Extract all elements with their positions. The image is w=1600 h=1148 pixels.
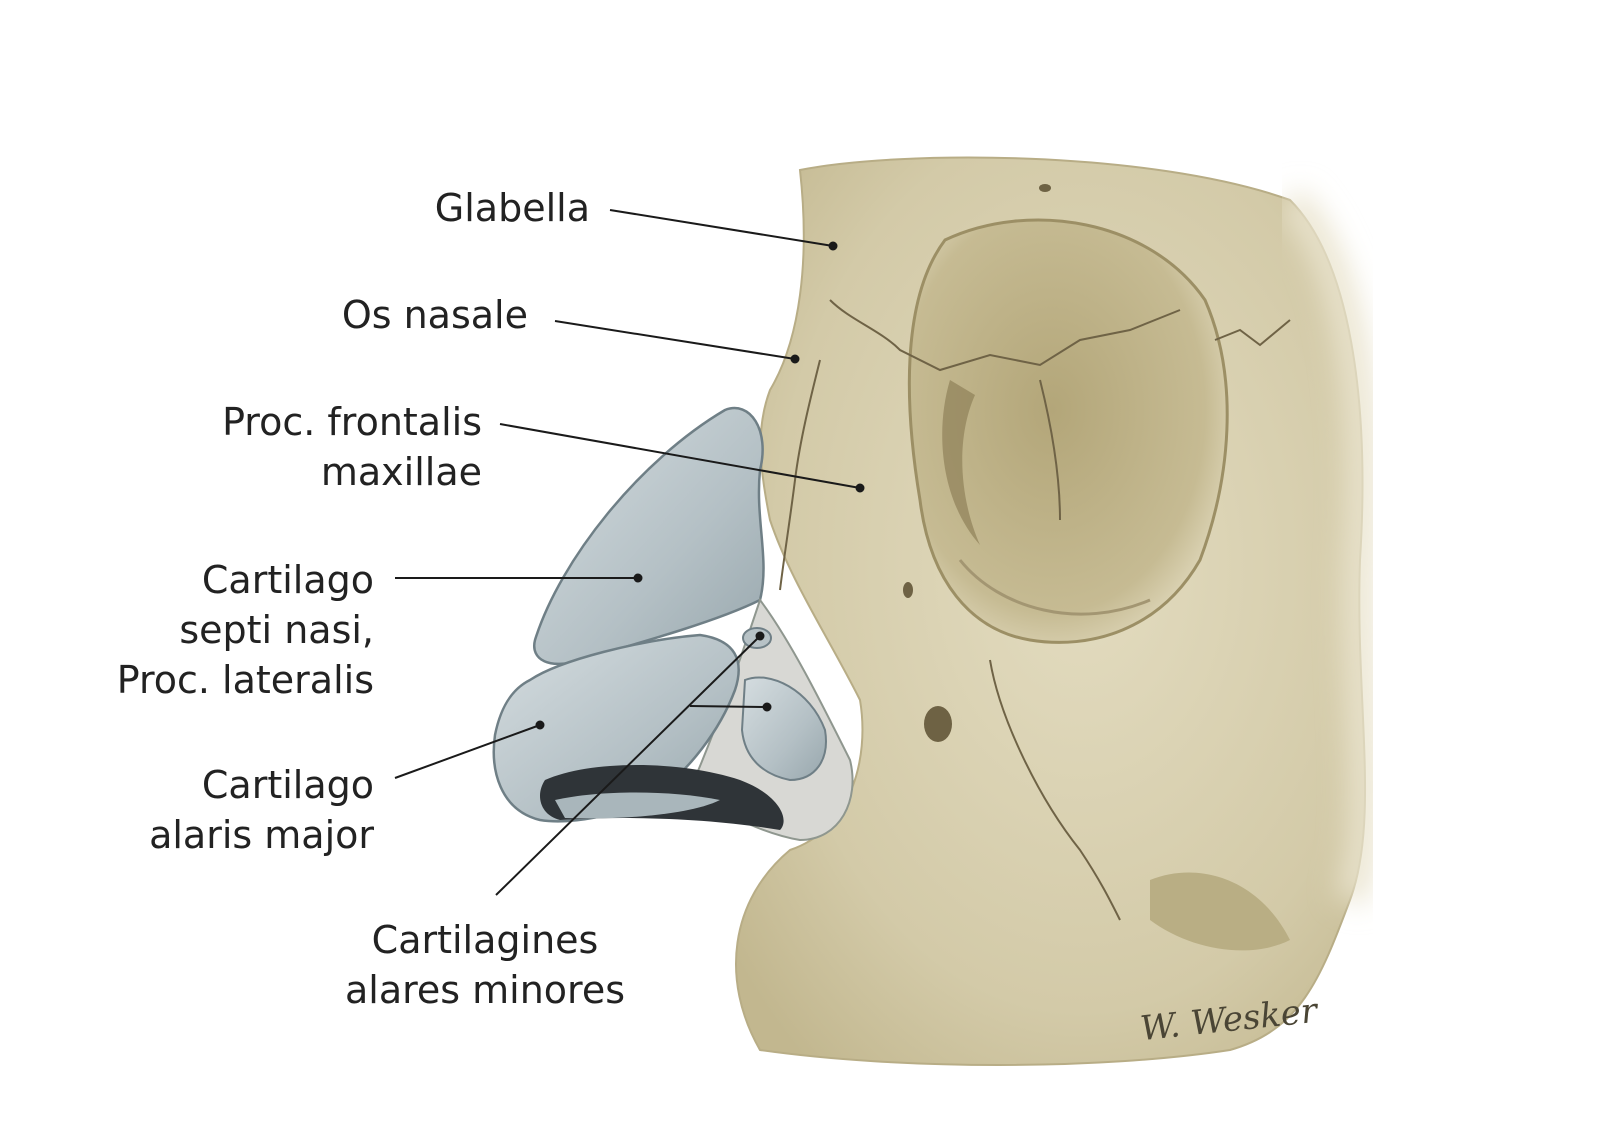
label-cartilago-alaris-line1: Cartilago xyxy=(201,763,374,807)
label-os-nasale xyxy=(300,290,528,340)
label-cartilagines-minores-line1: Cartilagines xyxy=(371,918,599,962)
label-os-nasale-text: Os nasale xyxy=(341,293,528,337)
label-cartilagines-alares-minores xyxy=(340,915,630,1015)
label-cartilago-alaris-line2: alaris major xyxy=(149,813,374,857)
label-glabella xyxy=(380,183,590,233)
label-proc-frontalis-line1: Proc. frontalis xyxy=(222,400,482,444)
label-cartilago-septi-line1: Cartilago xyxy=(201,558,374,602)
label-cartilago-septi-line2: septi nasi, xyxy=(179,608,374,652)
label-glabella-text: Glabella xyxy=(434,186,590,230)
label-proc-frontalis-maxillae xyxy=(180,397,482,497)
label-cartilago-septi-line3: Proc. lateralis xyxy=(116,658,374,702)
label-cartilago-alaris-major xyxy=(120,760,374,860)
label-cartilago-septi-nasi xyxy=(100,555,374,705)
label-proc-frontalis-line2: maxillae xyxy=(320,450,482,494)
orbit xyxy=(909,220,1227,642)
artist-signature: W. Wesker xyxy=(1138,990,1319,1050)
label-cartilagines-minores-line2: alares minores xyxy=(344,968,626,1012)
cartilago-septi-nasi-shape xyxy=(534,408,763,664)
